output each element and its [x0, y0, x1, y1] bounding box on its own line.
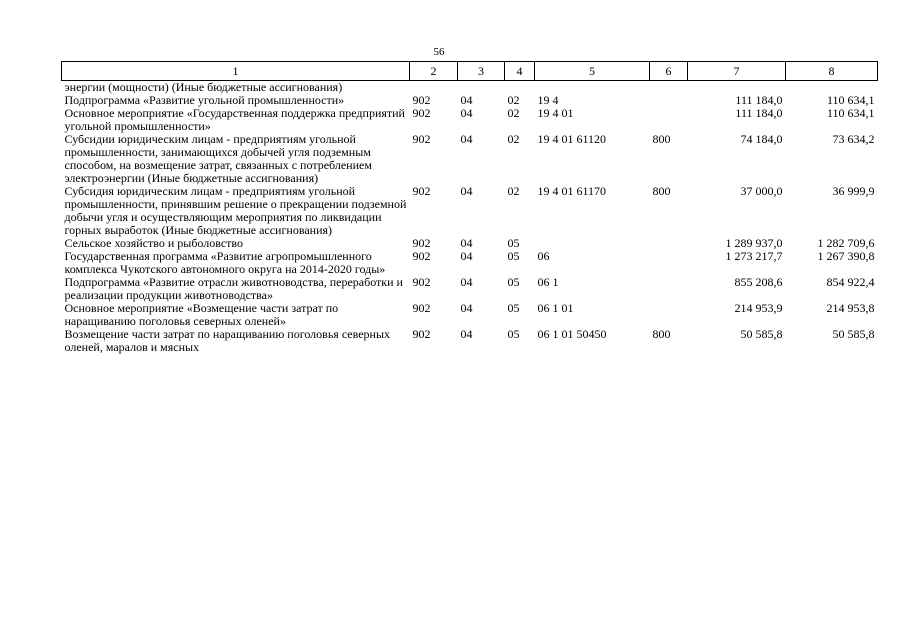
- row-subsection: 02: [507, 93, 520, 107]
- table-row: [62, 185, 878, 237]
- row-planned: 74 184,0: [740, 132, 783, 146]
- row-expense-type: 800: [652, 184, 671, 198]
- table-body: [62, 81, 878, 355]
- row-section: 04: [460, 106, 473, 120]
- row-expense-type: [650, 302, 688, 328]
- row-target-article: 06 1 01 50450: [537, 327, 607, 341]
- table-row: [62, 276, 878, 302]
- row-subsection: [505, 81, 535, 95]
- row-subsection: 05: [507, 236, 520, 250]
- header-col-7: 7: [688, 62, 786, 81]
- header-col-5: 5: [535, 62, 650, 81]
- row-section: 04: [460, 93, 473, 107]
- row-planned: 1 289 937,0: [725, 236, 783, 250]
- row-executed: 110 634,1: [826, 93, 875, 107]
- page-number: 56: [433, 46, 445, 58]
- row-ministry: 902: [412, 275, 431, 289]
- row-ministry: 902: [412, 327, 431, 341]
- row-subsection: 05: [507, 249, 520, 263]
- row-name: Государственная программа «Развитие агропромышленного комплекса Чукотского автономного округа на 2014-2020 годы»: [64, 249, 386, 276]
- row-executed: 36 999,9: [832, 184, 875, 198]
- row-target-article: 19 4 01 61170: [537, 184, 607, 198]
- header-col-1: 1: [62, 62, 410, 81]
- row-planned: [688, 81, 786, 95]
- row-executed: 1 267 390,8: [817, 249, 875, 263]
- row-executed: 50 585,8: [832, 327, 875, 341]
- row-ministry: 902: [412, 236, 431, 250]
- row-ministry: 902: [412, 184, 431, 198]
- row-planned: 111 184,0: [735, 93, 783, 107]
- row-executed: [786, 81, 878, 95]
- row-ministry: 902: [412, 132, 431, 146]
- row-planned: 37 000,0: [740, 184, 783, 198]
- header-col-6: 6: [650, 62, 688, 81]
- row-expense-type: [650, 276, 688, 302]
- row-executed: 854 922,4: [826, 275, 875, 289]
- row-ministry: 902: [412, 301, 431, 315]
- row-ministry: [410, 81, 458, 95]
- row-expense-type: [650, 81, 688, 95]
- row-name: Возмещение части затрат по наращиванию поголовья северных оленей, маралов и мясных: [64, 327, 391, 354]
- row-planned: 50 585,8: [740, 327, 783, 341]
- table-row: [62, 107, 878, 133]
- row-target-article: 06 1: [537, 275, 559, 289]
- table-row: [62, 250, 878, 276]
- row-name: Субсидия юридическим лицам - предприятиям угольной промышленности, принявшим решение о прекращении подземной добычи угля и осуществляющим мероприятия по ликвидации горных выработок (Иные бюджетные ассигнования): [64, 184, 407, 237]
- row-section: 04: [460, 184, 473, 198]
- table-row: [62, 133, 878, 185]
- row-name: энергии (мощности) (Иные бюджетные ассигнования): [64, 80, 343, 94]
- table-row: [62, 328, 878, 354]
- row-expense-type: [650, 94, 688, 107]
- row-name: Подпрограмма «Развитие угольной промышленности»: [64, 93, 345, 107]
- row-ministry: 902: [412, 93, 431, 107]
- row-target-article: [535, 237, 650, 250]
- row-expense-type: [650, 250, 688, 276]
- header-col-4: 4: [505, 62, 535, 81]
- header-col-2: 2: [410, 62, 458, 81]
- row-section: 04: [460, 275, 473, 289]
- row-subsection: 05: [507, 275, 520, 289]
- row-section: 04: [460, 301, 473, 315]
- row-subsection: 05: [507, 301, 520, 315]
- header-col-8: 8: [786, 62, 878, 81]
- row-name: Основное мероприятие «Возмещение части затрат по наращиванию поголовья северных оленей»: [64, 301, 339, 328]
- row-expense-type: [650, 237, 688, 250]
- row-target-article: 19 4 01: [537, 106, 574, 120]
- header-row: [62, 62, 878, 81]
- row-executed: 1 282 709,6: [817, 236, 875, 250]
- row-subsection: 02: [507, 132, 520, 146]
- row-name: Сельское хозяйство и рыболовство: [64, 236, 244, 250]
- row-planned: 1 273 217,7: [725, 249, 783, 263]
- row-section: 04: [460, 236, 473, 250]
- row-planned: 111 184,0: [735, 106, 783, 120]
- row-executed: 73 634,2: [832, 132, 875, 146]
- row-name: Подпрограмма «Развитие отрасли животноводства, переработки и реализации продукции животноводства»: [64, 275, 403, 302]
- row-planned: 855 208,6: [734, 275, 783, 289]
- row-planned: 214 953,9: [734, 301, 783, 315]
- row-executed: 214 953,8: [826, 301, 875, 315]
- row-target-article: 06 1 01: [537, 301, 574, 315]
- row-subsection: 02: [507, 106, 520, 120]
- row-name: Основное мероприятие «Государственная поддержка предприятий угольной промышленности»: [64, 106, 405, 133]
- table-row: [62, 81, 878, 95]
- row-subsection: 05: [507, 327, 520, 341]
- row-section: [458, 81, 505, 95]
- row-target-article: 19 4 01 61120: [537, 132, 607, 146]
- row-section: 04: [460, 327, 473, 341]
- row-target-article: 06: [537, 249, 550, 263]
- header-col-3: 3: [458, 62, 505, 81]
- row-expense-type: 800: [652, 327, 671, 341]
- table-header: [62, 62, 878, 81]
- row-target-article: [535, 81, 650, 95]
- row-executed: 110 634,1: [826, 106, 875, 120]
- row-expense-type: 800: [652, 132, 671, 146]
- row-section: 04: [460, 132, 473, 146]
- table-row: [62, 302, 878, 328]
- row-subsection: 02: [507, 184, 520, 198]
- row-target-article: 19 4: [537, 93, 559, 107]
- row-ministry: 902: [412, 249, 431, 263]
- row-name: Субсидии юридическим лицам - предприятиям угольной промышленности, занимающихся добычей угля подземным способом, на возмещение затрат, связанных с потреблением электроэнергии (Иные бюджетные ассигнования): [64, 132, 372, 185]
- row-expense-type: [650, 107, 688, 133]
- row-ministry: 902: [412, 106, 431, 120]
- row-section: 04: [460, 249, 473, 263]
- budget-table: [61, 61, 878, 354]
